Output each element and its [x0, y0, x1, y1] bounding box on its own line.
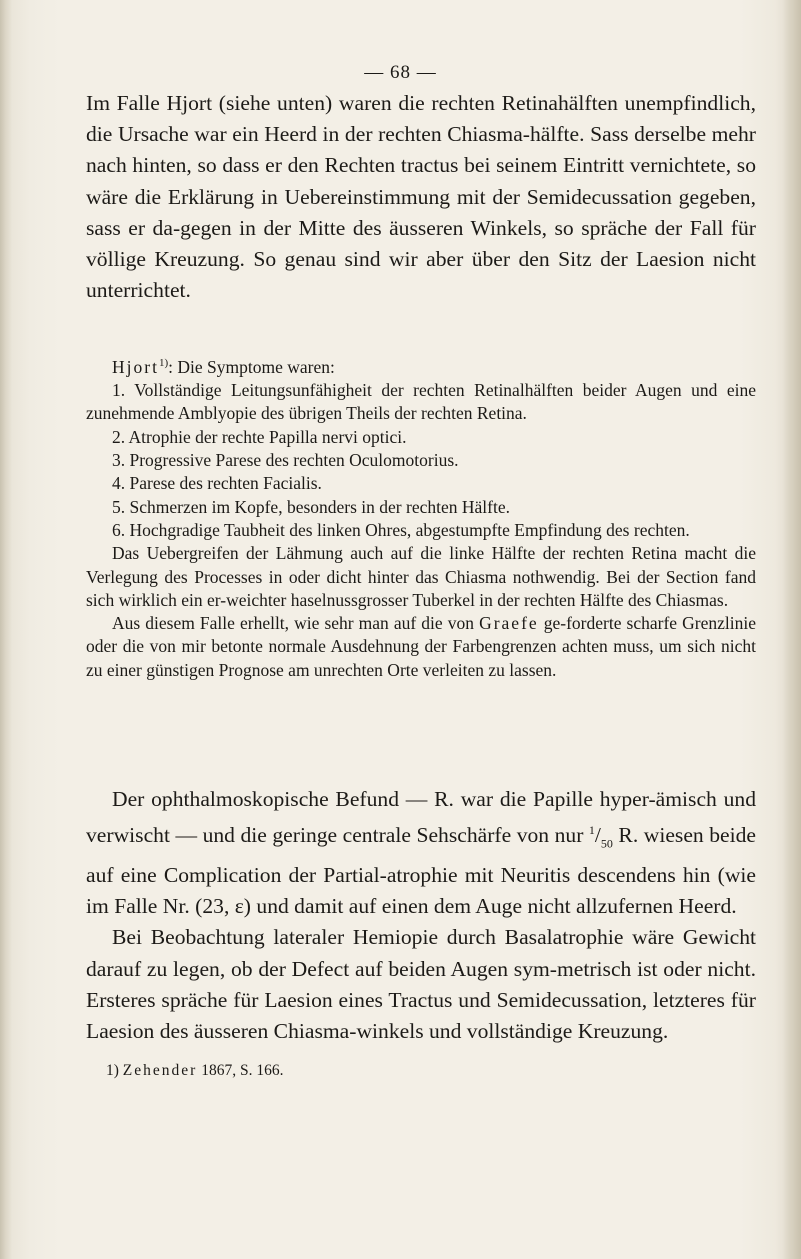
symptom-item-5: 5. Schmerzen im Kopfe, besonders in der rechten Hälfte. — [112, 496, 510, 517]
symptom-item-6: 6. Hochgradige Taubheit des linken Ohres, abgestumpfte Empfindung des rechten. — [112, 519, 690, 540]
paragraph-beobachtung: Bei Beobachtung lateraler Hemiopie durch Basalatrophie wäre Gewicht darauf zu legen, ob der Defect auf beiden Augen sym-metrisch ist oder nicht. Ersteres spräche für Laesion eines Tractus und Semidecussation, letzteres für Laesion des äusseren Chiasma-winkels und vollständige Kreuzung. — [86, 925, 756, 1043]
page-right-shadow — [783, 0, 801, 1259]
symptom-item-3: 3. Progressive Parese des rechten Oculomotorius. — [112, 450, 459, 471]
paragraph-text: Im Falle Hjort (siehe unten) waren die rechten Retinahälften unempfindlich, die Ursache war ein Heerd in der rechten Chiasma-hälfte. Sass derselbe mehr nach hinten, so dass er den Rechten tractus bei seinem Eintritt vernichtete, so wäre die Erklärung in Uebereinstimmung mit der Semidecussation gegeben, sass er da-gegen in der Mitte des äusseren Winkels, so spräche der Fall für völlige Kreuzung. So genau sind wir aber über den Sitz der Laesion nicht unterrichtet. — [86, 91, 756, 303]
paragraph-befund-block — [86, 784, 756, 1047]
symptom-heading — [86, 352, 756, 379]
symptom-section — [86, 352, 756, 682]
footnote-author: Zehender — [122, 1062, 198, 1079]
befund-text-b: R. wiesen beide auf eine Complication der Partial-atrophie mit Neuritis descendens hin (wie im Falle Nr. (23, ε) und damit auf einen dem Auge nicht allzufernen Heerd. — [86, 823, 756, 919]
befund-text-a: Der ophthalmoskopische Befund — R. war die Papille hyper-ämisch und verwischt — und die geringe centrale Sehschärfe von nur — [86, 787, 756, 848]
page-left-shadow — [0, 0, 12, 1259]
symptom-item-1: 1. Vollständige Leitungsunfähigheit der rechten Retinalhälften beider Augen und eine zunehmende Amblyopie des übrigen Theils der rechten Retina. — [86, 380, 756, 424]
paragraph-hjort-case — [86, 88, 756, 306]
graefe-text-a: Aus diesem Falle erhellt, wie sehr man auf die von — [112, 613, 480, 634]
footnote-ref: 1) — [158, 357, 169, 369]
footnote-marker: 1) — [106, 1062, 119, 1079]
symptom-item-2: 2. Atrophie der rechte Papilla nervi optici. — [112, 426, 407, 447]
page-number: — 68 — — [364, 62, 437, 83]
graefe-text-b: ge-forderte scharfe Grenzlinie oder die von mir betonte normale Ausdehnung der Farbengrenzen achten muss, um sich nicht zu einer günstigen Prognose am unrechten Orte verleiten zu lassen. — [86, 613, 756, 680]
footnote-reference: 1867, S. 166. — [197, 1062, 284, 1079]
paragraph-uebergreifen: Das Uebergreifen der Lähmung auch auf die linke Hälfte der rechten Retina macht die Verlegung des Processes in oder dicht hinter das Chiasma nothwendig. Bei der Section fand sich wirklich ein er-weichter haselnussgrosser Tuberkel in der rechten Hälfte des Chiasmas. — [86, 543, 756, 610]
footnote — [106, 1062, 283, 1080]
graefe-name: Graefe — [479, 613, 539, 634]
paragraph-befund: Der ophthalmoskopische Befund — R. war die Papille hyper-ämisch und verwischt — und die geringe centrale Sehschärfe von nur $^1/_{50}$ R. wiesen beide auf eine Complication der Partial-atrophie mit Neuritis descendens hin (wie im Falle Nr. (23, ε) und damit auf einen dem Auge nicht allzufernen Heerd. — [86, 787, 756, 919]
fraction-numerator: 1 — [588, 823, 595, 838]
paragraph-graefe — [86, 612, 756, 682]
fraction-denominator: 50 — [600, 836, 613, 851]
symptom-item-4: 4. Parese des rechten Facialis. — [112, 473, 322, 494]
symptom-heading-text: : Die Symptome waren: — [168, 356, 335, 377]
author-name: Hjort — [112, 356, 159, 377]
